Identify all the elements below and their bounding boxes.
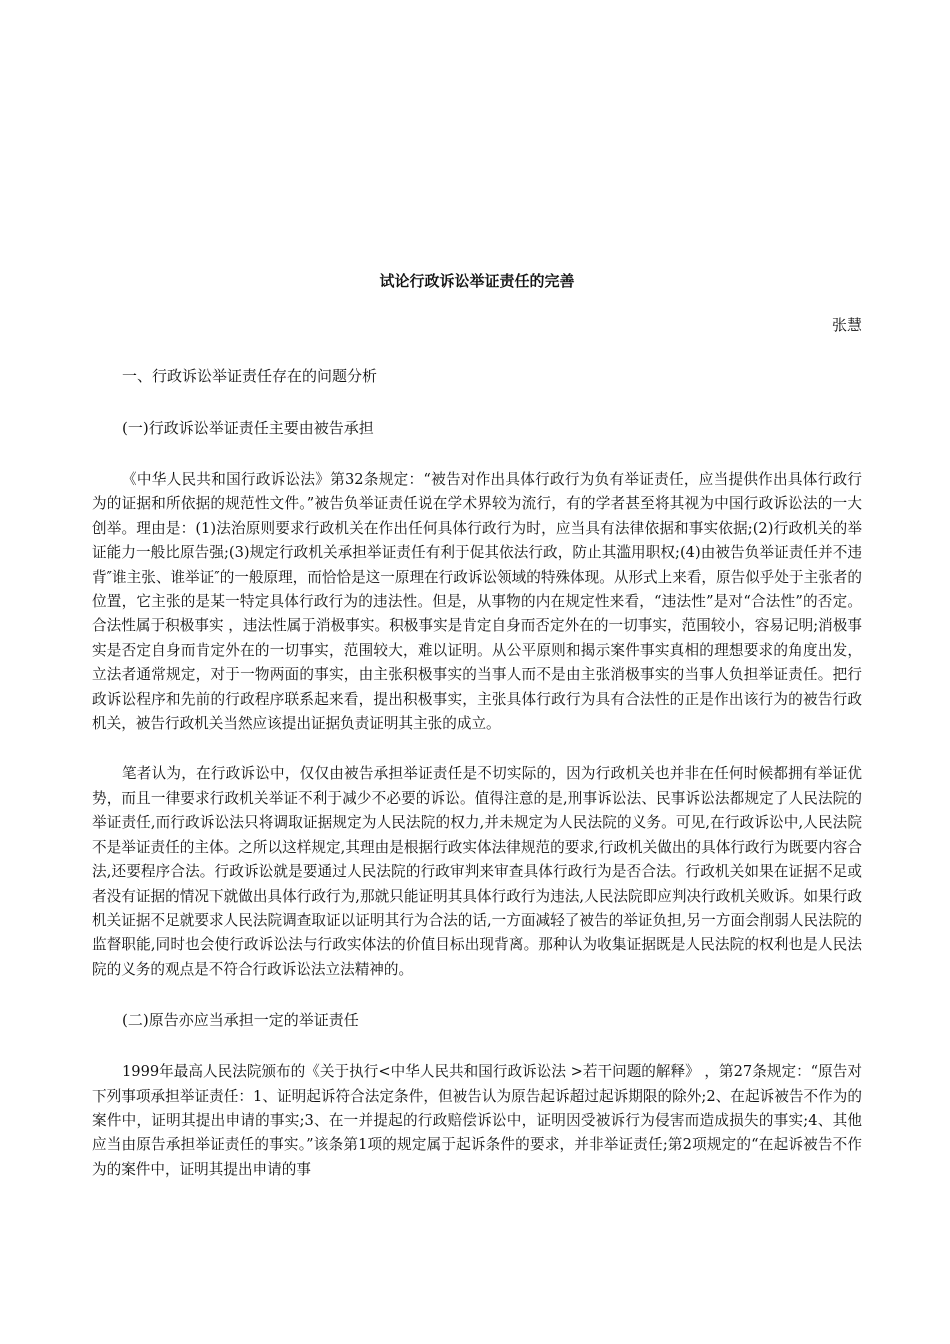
- section-heading-1: 一、行政诉讼举证责任存在的问题分析: [122, 367, 378, 385]
- subsection-heading-2: (二)原告亦应当承担一定的举证责任: [122, 1011, 359, 1030]
- paragraph-3: 1999年最高人民法院颁布的《关于执行<中华人民共和国行政诉讼法 >若干问题的解释》 ，第27条规定：“原告对下列事项承担举证责任：1、证明起诉符合法定条件，但被告认为原告起诉超过起诉期限的除外;2、在起诉被告不作为的案件中，证明其提出申请的事实;3、在一并提起的行政赔偿诉讼中，证明因受被诉行为侵害而造成损失的事实;4、其他应当由原告承担举证责任的事实。”该条第1项的规定属于起诉条件的要求，并非举证责任;第2项规定的“在起诉被告不作为的案件中，证明其提出申请的事: [92, 1063, 862, 1178]
- document-body: [92, 364, 862, 1208]
- paragraph-2: 笔者认为，在行政诉讼中，仅仅由被告承担举证责任是不切实际的，因为行政机关也并非在任何时候都拥有举证优势，而且一律要求行政机关举证不利于减少不必要的诉讼。值得注意的是,刑事诉讼法、民事诉讼法都规定了人民法院的举证责任,而行政诉讼法只将调取证据规定为人民法院的权力,并未规定为人民法院的义务。可见,在行政诉讼中,人民法院不是举证责任的主体。之所以这样规定,其理由是根据行政实体法律规范的要求,行政机关做出的具体行政行为既要内容合法,还要程序合法。行政诉讼就是要通过人民法院的行政审判来审查具体行政行为是否合法。行政机关如果在证据不足或者没有证据的情况下就做出具体行政行为,那就只能证明其具体行政行为违法,人民法院即应判决行政机关败诉。如果行政机关证据不足就要求人民法院调查取证以证明其行为合法的话,一方面减轻了被告的举证负担,另一方面会削弱人民法院的监督职能,同时也会使行政诉讼法与行政实体法的价值目标出现背离。那种认为收集证据既是人民法院的权利也是人民法院的义务的观点是不符合行政诉讼法立法精神的。: [92, 765, 862, 978]
- author-name: 张慧: [831, 316, 862, 334]
- subsection-heading-1: (一)行政诉讼举证责任主要由被告承担: [122, 419, 374, 437]
- document-title: 试论行政诉讼举证责任的完善: [379, 272, 575, 290]
- paragraph-1: 《中华人民共和国行政诉讼法》第32条规定：“被告对作出具体行政行为负有举证责任，应当提供作出具体行政行为的证据和所依据的规范性文件。”被告负举证责任说在学术界较为流行，有的学者甚至将其视为中国行政诉讼法的一大创举。理由是：(1)法治原则要求行政机关在作出任何具体行政行为时，应当具有法律依据和事实依据;(2)行政机关的举证能力一般比原告强;(3)规定行政机关承担举证责任有利于促其依法行政，防止其滥用职权;(4)由被告负举证责任并不违背″谁主张、谁举证″的一般原理，而恰恰是这一原理在行政诉讼领域的特殊体现。从形式上来看，原告似乎处于主张者的位置，它主张的是某一特定具体行政行为的违法性。但是，从事物的内在规定性来看，“违法性”是对“合法性”的否定。合法性属于积极事实 ，违法性属于消极事实。积极事实是肯定自身而否定外在的一切事实，范围较小，容易记明;消极事实是否定自身而肯定外在的一切事实，范围较大，难以证明。从公平原则和揭示案件事实真相的理想要求的角度出发，立法者通常规定，对于一物两面的事实，由主张积极事实的当事人而不是由主张消极事实的当事人负担举证责任。把行政诉讼程序和先前的行政程序联系起来看，提出积极事实，主张具体行政行为具有合法性的正是作出该行为的被告行政机关，被告行政机关当然应该提出证据负责证明其主张的成立。: [92, 471, 862, 733]
